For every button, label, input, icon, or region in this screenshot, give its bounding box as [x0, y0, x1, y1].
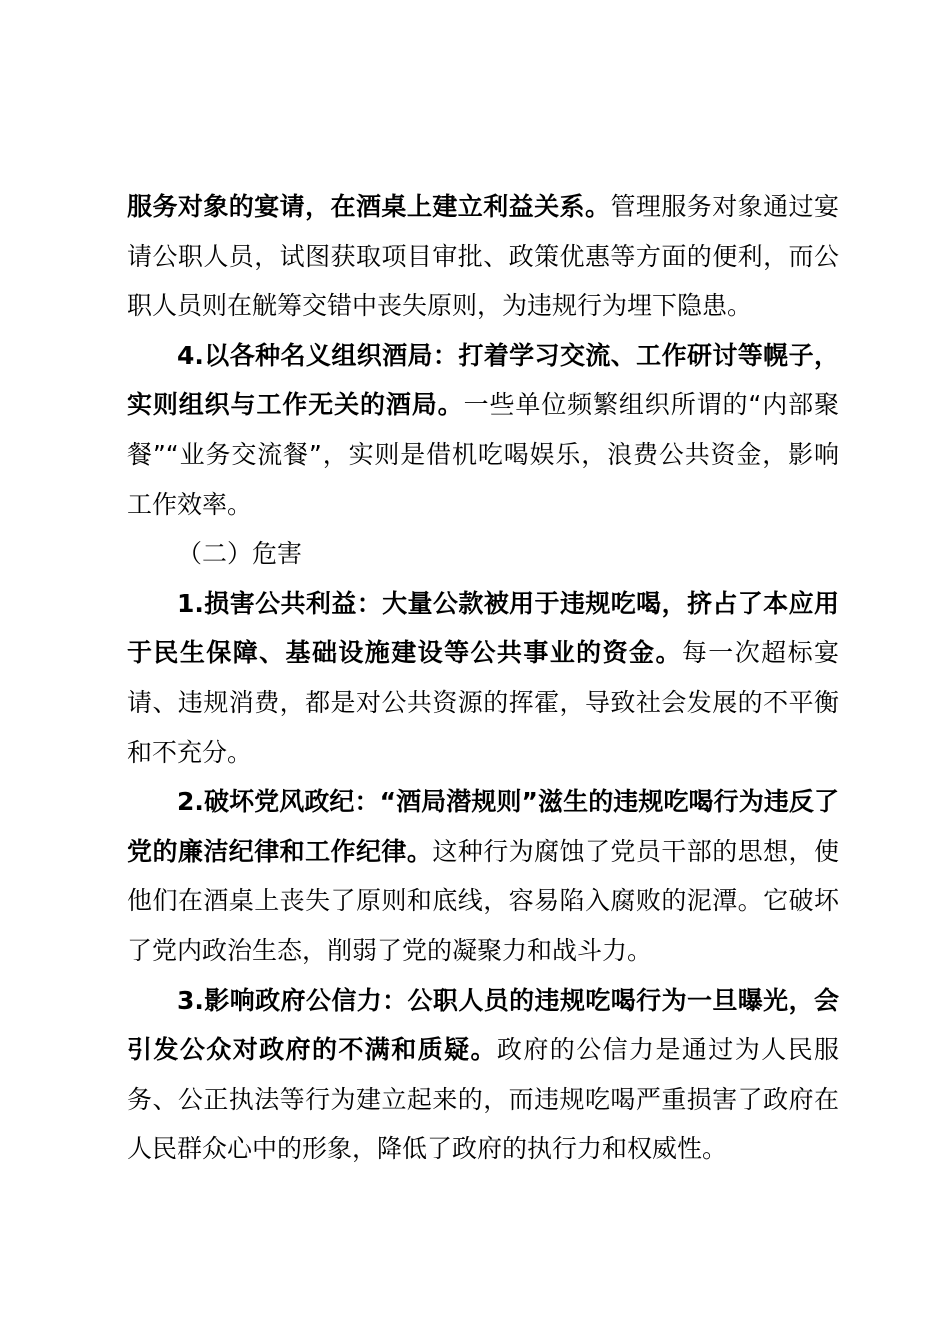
- paragraph-text: 管理服务对象通过宴请公职人员，试图获取项目审批、政策优惠等方面的便利，而公职人员则在觥筹交错中丧失原则，为违规行为埋下隐患。: [127, 192, 839, 321]
- paragraph-harm-2: [127, 777, 839, 975]
- section-heading-text: （二）危害: [177, 539, 303, 569]
- paragraph-harm-1: [127, 579, 839, 777]
- document-body: [127, 182, 839, 1174]
- paragraph-text: 一些单位频繁组织所谓的“内部聚餐”“业务交流餐”，实则是借机吃喝娱乐，浪费公共资金，影响工作效率。: [127, 390, 839, 519]
- paragraph-continuation: [127, 182, 839, 331]
- paragraph-text: 每一次超标宴请、违规消费，都是对公共资源的挥霍，导致社会发展的不平衡和不充分。: [127, 638, 839, 767]
- paragraph-lead-bold: 3.影响政府公信力：公职人员的违规吃喝行为一旦曝光，会引发公众对政府的不满和质疑。: [127, 985, 839, 1065]
- paragraph-lead-bold: 1.损害公共利益：大量公款被用于违规吃喝，挤占了本应用于民生保障、基础设施建设等公共事业的资金。: [127, 588, 839, 668]
- paragraph-lead-bold: 4.以各种名义组织酒局：打着学习交流、工作研讨等幌子，实则组织与工作无关的酒局。: [127, 340, 839, 420]
- paragraph-harm-3: [127, 976, 839, 1174]
- paragraph-text: 政府的公信力是通过为人民服务、公正执法等行为建立起来的，而违规吃喝严重损害了政府在人民群众心中的形象，降低了政府的执行力和权威性。: [127, 1035, 839, 1164]
- section-heading: [127, 529, 839, 579]
- paragraph-lead-bold: 服务对象的宴请，在酒桌上建立利益关系。: [127, 192, 611, 221]
- paragraph-item-4: [127, 331, 839, 529]
- paragraph-text: 这种行为腐蚀了党员干部的思想，使他们在酒桌上丧失了原则和底线，容易陷入腐败的泥潭。它破坏了党内政治生态，削弱了党的凝聚力和战斗力。: [127, 836, 839, 965]
- paragraph-lead-bold: 2.破坏党风政纪：“酒局潜规则”滋生的违规吃喝行为违反了党的廉洁纪律和工作纪律。: [127, 787, 839, 866]
